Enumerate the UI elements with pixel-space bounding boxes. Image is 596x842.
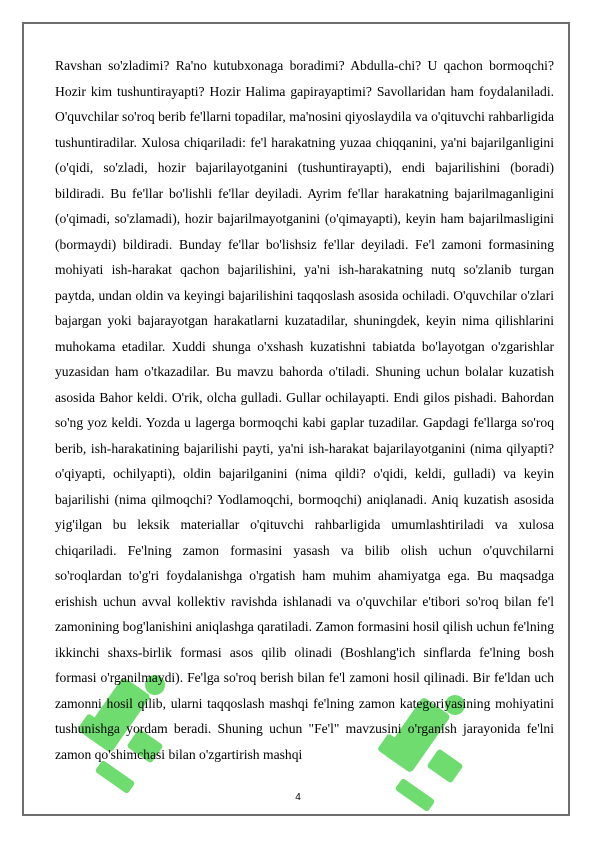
page-content — [55, 53, 554, 767]
body-paragraph: Ravshan so'zladimi? Ra'no kutubxonaga boradimi? Abdulla-chi? U qachon bormoqchi? Hozir kim tushuntirayapti? Hozir Halima gapirayaptimi? Savollaridan ham foydalaniladi. O'quvchilar so'roq berib fe'llarni topadilar, ma'nosini qiyoslaydila va o'qituvchi rahbarligida tushuntiradilar. Xulosa chiqariladi: fe'l harakatning yuzaa chiqqanini, ya'ni bajarilganligini (o'qidi, so'zladi, hozir bajarilayotganini (tushuntirayapti), endi bajarilishini (boradi) bildiradi. Bu fe'llar bo'lishli fe'llar deyiladi. Ayrim fe'llar harakatning bajarilmaganligini (o'qimadi, so'zlamadi), hozir bajarilmayotganini (o'qimayapti), keyin ham bajarilmasligini (bormaydi) bildiradi. Bunday fe'llar bo'lishsiz fe'llar deyiladi. Fe'l zamoni formasining mohiyati ish-harakat qachon bajarilishini, ya'ni ish-harakatning nutq so'zlanib turgan paytda, undan oldin va keyingi bajarilishini taqqoslash asosida ochiladi. O'quvchilar o'zlari bajargan yoki bajarayotgan harakatlarni kuzatadilar, shuningdek, keyin nima qilishlarini muhokama etadilar. Xuddi shunga o'xshash kuzatishni tabiatda bo'layotgan o'zgarishlar yuzasidan ham o'tkazadilar. Bu mavzu bahorda o'tiladi. Shuning uchun bolalar kuzatish asosida Bahor keldi. O'rik, olcha gulladi. Gullar ochilayapti. Endi gilos pishadi. Bahordan so'ng yoz keldi. Yozda u lagerga bormoqchi kabi gaplar tuzadilar. Gapdagi fe'llarga so'roq berib, ish-harakatining bajarilishi payti, ya'ni ish-harakat bajarilayotganini (nima qilyapti? o'qiyapti, ochilyapti), oldin bajarilganini (nima qildi? o'qidi, keldi, gulladi) va keyin bajarilishi (nima qilmoqchi? Yodlamoqchi, bormoqchi) aniqlanadi. Aniq kuzatish asosida yig'ilgan bu leksik materiallar o'qituvchi rahbarligida umumlashtiriladi va xulosa chiqariladi. Fe'lning zamon formasini yasash va bilib olish uchun o'quvchilarni so'roqlardan to'g'ri foydalanishga o'rgatish ham muhim ahamiyatga ega. Bu maqsadga erishish uchun avval kollektiv ravishda ishlanadi va o'quvchilar e'tibori so'roq bilan fe'l zamonining bog'lanishini aniqlashga qaratiladi. Zamon formasini hosil qilish uchun fe'lning ikkinchi shaxs-birlik formasi asos qilib olinadi (Boshlang'ich sinflarda fe'lning bosh formasi o'rganilmaydi). Fe'lga so'roq berish bilan fe'l zamoni hosil qilinadi. Bir fe'ldan uch zamonni hosil qilib, ularni taqqoslash mashqi fe'lning zamon kategoriyasining mohiyatini tushunishga yordam beradi. Shuning uchun "Fe'l" mavzusini o'rganish jarayonida fe'lni zamon qo'shimchasi bilan o'zgartirish mashqi — [55, 58, 554, 762]
page-number: 4 — [295, 792, 301, 803]
